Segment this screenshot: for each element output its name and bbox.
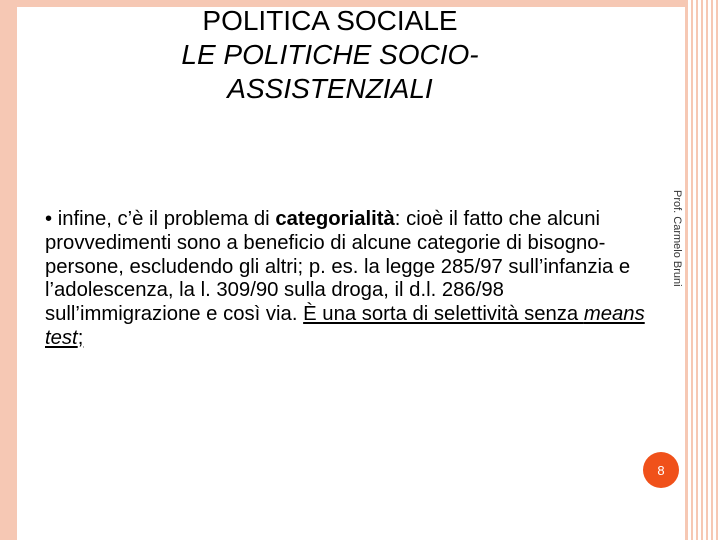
page-number-badge <box>643 452 679 488</box>
page-number: 8 <box>657 462 665 478</box>
body-underlined-italic: means test <box>45 303 645 349</box>
frame-right-line <box>685 0 686 540</box>
title-line-2: LE POLITICHE SOCIO-ASSISTENZIALI <box>181 39 479 104</box>
slide-title <box>110 4 550 106</box>
body-underlined-start: È una sorta di selettività senza <box>303 303 584 326</box>
body-paragraph <box>45 208 650 351</box>
body-end: ; <box>77 326 84 349</box>
body-bold-term: categorialità <box>275 208 395 230</box>
body-middle: : cioè il fatto che alcuni provvedimenti sono a beneficio di alcune categorie di bisogno-persone, escludendo gli altri; p. es. la legge 285/97 sull’infanzia e l’adolescenza, la l. 309/90 sulla droga, il d.l. 286/98 sull’immigrazione e così via. <box>45 208 631 326</box>
title-line-1: POLITICA SOCIALE <box>202 5 458 36</box>
frame-left-band <box>0 0 17 540</box>
body-intro: • infine, c’è il problema di <box>45 208 276 230</box>
frame-right-stripes <box>686 0 720 540</box>
author-label: Prof. Carmelo Bruni <box>671 190 683 287</box>
